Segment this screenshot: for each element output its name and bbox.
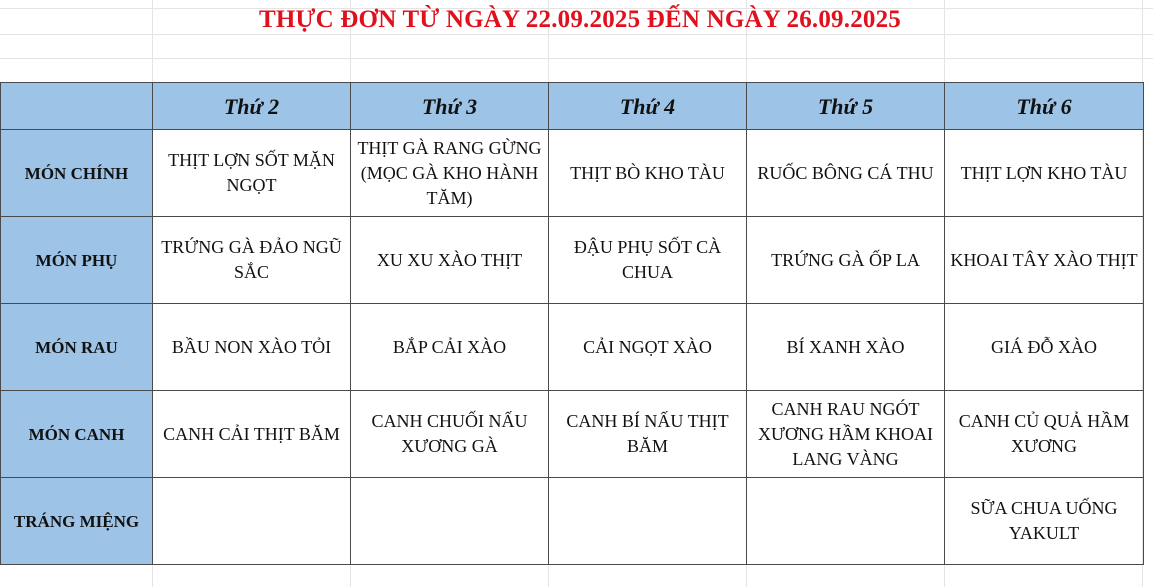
day-header[interactable]: Thứ 6	[945, 83, 1144, 130]
menu-cell[interactable]: KHOAI TÂY XÀO THỊT	[945, 217, 1144, 304]
menu-cell[interactable]: ĐẬU PHỤ SỐT CÀ CHUA	[549, 217, 747, 304]
day-header[interactable]: Thứ 5	[747, 83, 945, 130]
menu-cell[interactable]: SỮA CHUA UỐNG YAKULT	[945, 478, 1144, 565]
menu-cell[interactable]	[747, 478, 945, 565]
day-header[interactable]: Thứ 3	[351, 83, 549, 130]
menu-cell[interactable]: CANH CHUỐI NẤU XƯƠNG GÀ	[351, 391, 549, 478]
menu-cell[interactable]: TRỨNG GÀ ĐẢO NGŨ SẮC	[153, 217, 351, 304]
menu-cell[interactable]: CANH CẢI THỊT BĂM	[153, 391, 351, 478]
table-row	[1, 130, 1144, 217]
menu-cell[interactable]	[351, 478, 549, 565]
menu-cell[interactable]: BÍ XANH XÀO	[747, 304, 945, 391]
menu-cell[interactable]: BẦU NON XÀO TỎI	[153, 304, 351, 391]
table-row	[1, 391, 1144, 478]
menu-cell[interactable]: THỊT LỢN SỐT MẶN NGỌT	[153, 130, 351, 217]
corner-cell[interactable]	[1, 83, 153, 130]
menu-cell[interactable]: GIÁ ĐỖ XÀO	[945, 304, 1144, 391]
header-row	[1, 83, 1144, 130]
menu-cell[interactable]: THỊT LỢN KHO TÀU	[945, 130, 1144, 217]
menu-cell[interactable]: THỊT BÒ KHO TÀU	[549, 130, 747, 217]
table-row	[1, 478, 1144, 565]
menu-cell[interactable]: CANH BÍ NẤU THỊT BĂM	[549, 391, 747, 478]
page-title: THỰC ĐƠN TỪ NGÀY 22.09.2025 ĐẾN NGÀY 26.09.2025	[258, 6, 902, 33]
table-row	[1, 304, 1144, 391]
day-header[interactable]: Thứ 4	[549, 83, 747, 130]
row-label[interactable]: MÓN CHÍNH	[1, 130, 153, 217]
day-header[interactable]: Thứ 2	[153, 83, 351, 130]
menu-cell[interactable]: RUỐC BÔNG CÁ THU	[747, 130, 945, 217]
menu-cell[interactable]: CẢI NGỌT XÀO	[549, 304, 747, 391]
row-label[interactable]: TRÁNG MIỆNG	[1, 478, 153, 565]
menu-cell[interactable]: TRỨNG GÀ ỐP LA	[747, 217, 945, 304]
sheet-gridline	[0, 58, 1153, 59]
row-label[interactable]: MÓN CANH	[1, 391, 153, 478]
menu-cell[interactable]: CANH RAU NGÓT XƯƠNG HẦM KHOAI LANG VÀNG	[747, 391, 945, 478]
menu-cell[interactable]	[153, 478, 351, 565]
menu-table	[0, 82, 1144, 565]
row-label[interactable]: MÓN PHỤ	[1, 217, 153, 304]
menu-cell[interactable]: XU XU XÀO THỊT	[351, 217, 549, 304]
menu-cell[interactable]: THỊT GÀ RANG GỪNG (MỌC GÀ KHO HÀNH TĂM)	[351, 130, 549, 217]
menu-cell[interactable]	[549, 478, 747, 565]
row-label[interactable]: MÓN RAU	[1, 304, 153, 391]
sheet-gridline	[0, 34, 1153, 35]
menu-cell[interactable]: CANH CỦ QUẢ HẦM XƯƠNG	[945, 391, 1144, 478]
table-row	[1, 217, 1144, 304]
menu-cell[interactable]: BẮP CẢI XÀO	[351, 304, 549, 391]
